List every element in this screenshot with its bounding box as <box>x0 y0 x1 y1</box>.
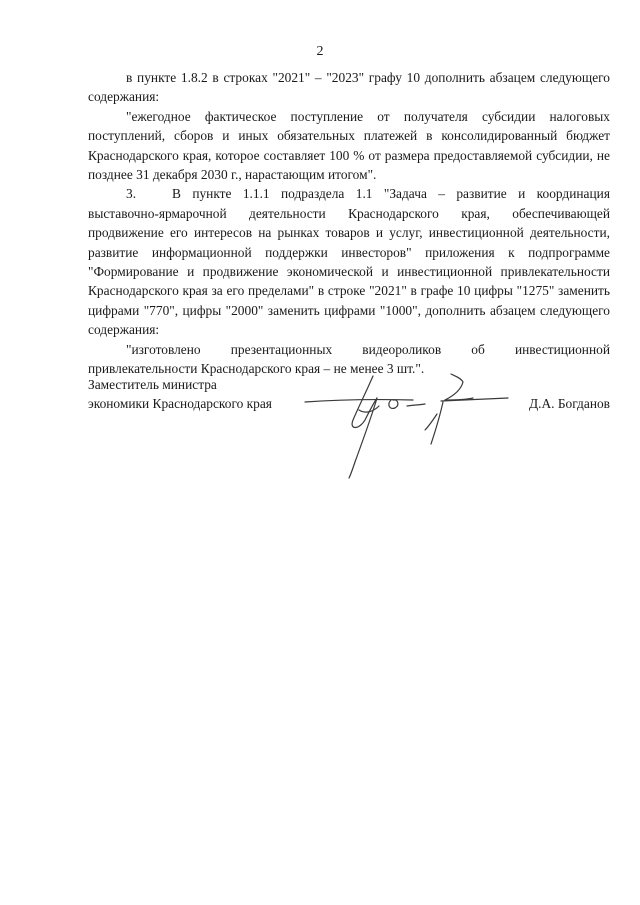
handwritten-signature <box>303 370 513 480</box>
paragraph-3-number: 3. <box>126 186 137 202</box>
signatory-title <box>88 375 272 413</box>
signatory-name: Д.А. Богданов <box>529 396 610 411</box>
paragraph-4: "изготовлено презентационных видеороликов об инвестиционной привлекательности Краснодарского края – не менее 3 шт.". <box>88 341 610 377</box>
paragraph-3 <box>88 184 610 339</box>
paragraph-3-text: В пункте 1.1.1 подраздела 1.1 "Задача – развитие и координация выставочно-ярмарочной деятельности Краснодарского края, обеспечивающей продвижение его интересов на рынках товаров и услуг, инвестиционной деятельности, развитие информационной поддержки инвесторов" приложения к подпрограмме "Формирование и продвижение экономической и инвестиционной привлекательности Краснодарского края за его пределами" в строке "2021" в графе 10 цифры "1275" заменить цифрами "770", цифры "2000" заменить цифрами "1000", дополнить абзацем следующего содержания: <box>88 186 610 338</box>
paragraph-1: в пункте 1.8.2 в строках "2021" – "2023" графу 10 дополнить абзацем следующего содержания: <box>88 70 610 105</box>
paragraph-2: "ежегодное фактическое поступление от получателя субсидии налоговых поступлений, сборов и иных обязательных платежей в консолидированный бюджет Краснодарского края, которое составляет 100 % от размера предоставляемой субсидии, не позднее 31 декабря 2030 г., нарастающим итогом". <box>88 108 610 183</box>
document-body <box>88 68 610 379</box>
signature-block <box>88 375 610 495</box>
signatory-title-line-2: экономики Краснодарского края <box>88 396 272 411</box>
page-number: 2 <box>316 44 324 59</box>
signatory-title-line-1: Заместитель министра <box>88 377 217 392</box>
